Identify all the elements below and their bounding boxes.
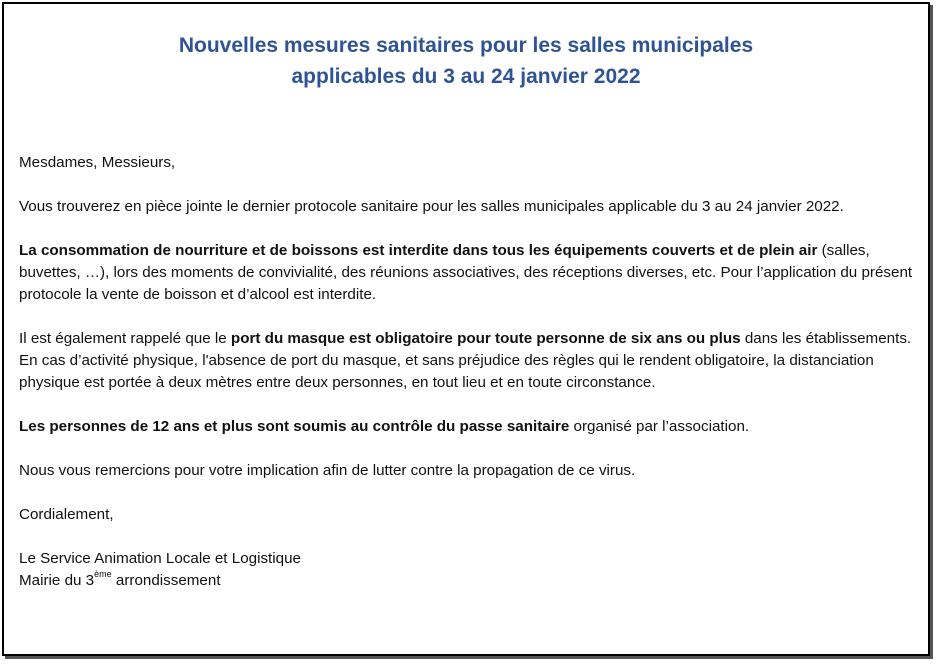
mairie-label: Mairie du 3	[19, 572, 95, 589]
mask-text: dans les établissements. En cas d’activité physique, l'absence de port du masque, et sans préjudice des règles qui le rendent obligatoire, la distanciation physique est portée à deux mètres entre deux personnes, en tout lieu et en toute circonstance.	[19, 330, 912, 391]
title-line-1: Nouvelles mesures sanitaires pour les salles municipales	[178, 34, 754, 57]
greeting: Mesdames, Messieurs,	[19, 154, 176, 171]
signature-service: Le Service Animation Locale et Logistique	[19, 550, 301, 567]
document-title	[4, 30, 928, 92]
closing: Cordialement,	[19, 506, 114, 523]
food-ban-paragraph	[19, 240, 919, 306]
title-line-2: applicables du 3 au 24 janvier 2022	[291, 65, 641, 88]
food-ban-bold: La consommation de nourriture et de boissons est interdite dans tous les équipements couverts et de plein air	[19, 242, 818, 259]
food-ban-text: (salles, buvettes, …), lors des moments de convivialité, des réunions associatives, des réceptions diverses, etc. Pour l’application du présent protocole la vente de boisson et d’alcool est interdite.	[19, 242, 913, 303]
arrondissement-label: arrondissement	[111, 572, 221, 589]
letter-frame	[2, 2, 930, 656]
ordinal-suffix: ème	[94, 569, 112, 579]
mask-intro: Il est également rappelé que le	[19, 330, 231, 347]
mask-paragraph	[19, 328, 919, 394]
pass-bold: Les personnes de 12 ans et plus sont soumis au contrôle du passe sanitaire	[19, 418, 570, 435]
pass-text: organisé par l’association.	[569, 418, 750, 435]
signature-mairie	[19, 570, 919, 592]
letter-body	[19, 152, 919, 592]
mask-bold: port du masque est obligatoire pour toute personne de six ans ou plus	[230, 330, 741, 347]
thanks-paragraph: Nous vous remercions pour votre implication afin de lutter contre la propagation de ce virus.	[19, 462, 636, 479]
intro-paragraph: Vous trouverez en pièce jointe le dernier protocole sanitaire pour les salles municipales applicable du 3 au 24 janvier 2022.	[19, 198, 844, 215]
pass-paragraph	[19, 416, 919, 438]
